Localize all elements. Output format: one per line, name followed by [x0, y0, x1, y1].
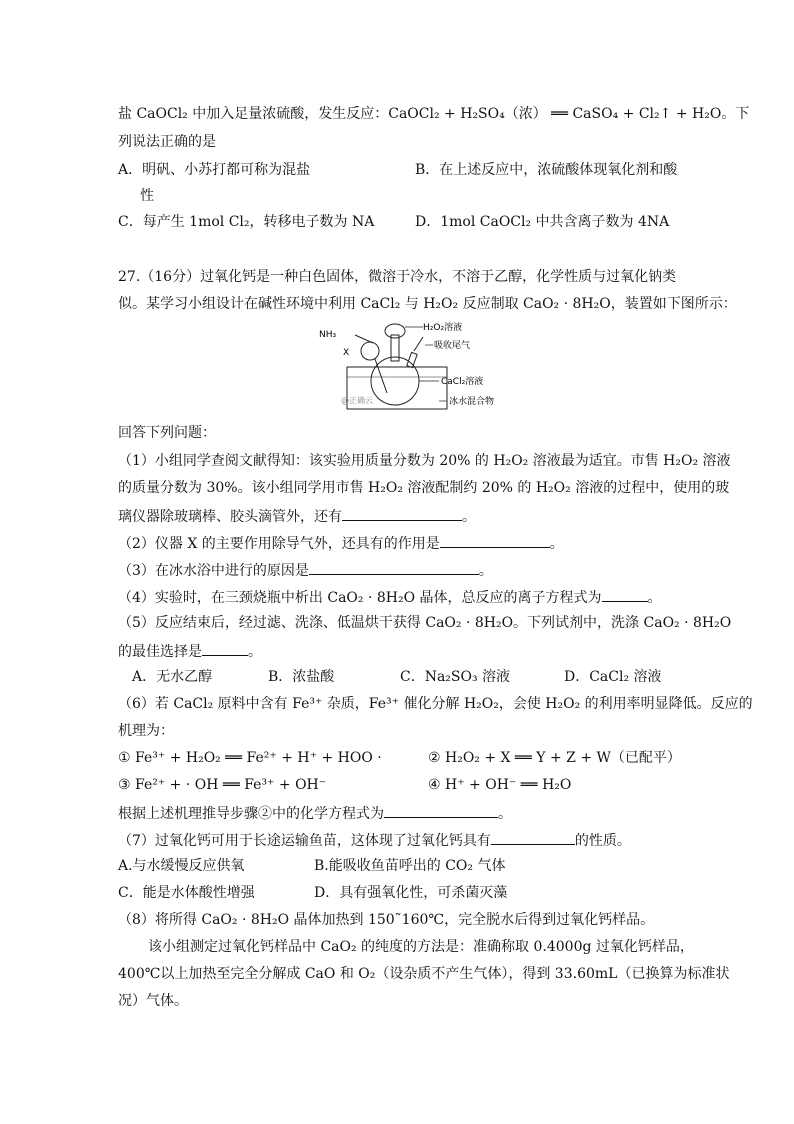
q27-p6-line1: （6）若 CaCl₂ 原料中含有 Fe³⁺ 杂质，Fe³⁺ 催化分解 H₂O₂，会使 H₂O₂ 的利用率明显降低。反应的: [118, 696, 753, 712]
p7-option-c: C．能是水体酸性增强: [118, 885, 255, 901]
label-nh3: NH₃: [319, 330, 337, 340]
mechanism-3: ③ Fe²⁺ + · OH ══ Fe³⁺ + OH⁻: [118, 777, 327, 793]
p5-option-a: A．无水乙醇: [132, 669, 213, 685]
label-tail-gas: 吸收尾气: [434, 341, 471, 351]
answer-blank-4[interactable]: [602, 586, 648, 602]
q27-p8-line1: （8）将所得 CaO₂ · 8H₂O 晶体加热到 150˜160℃，完全脱水后得到过氧化钙样品。: [118, 912, 655, 928]
q27-p5-line1: （5）反应结束后，经过滤、洗涤、低温烘干获得 CaO₂ · 8H₂O。下列试剂中，洗涤 CaO₂ · 8H₂O: [118, 615, 732, 631]
q27-p2: （2）仪器 X 的主要作用除导气外，还具有的作用是 。: [118, 532, 564, 554]
label-x: X: [343, 348, 350, 358]
q26-stem-line2: 列说法正确的是: [118, 134, 216, 150]
mechanism-2: ② H₂O₂ + X ══ Y + Z + W（已配平）: [428, 750, 681, 766]
q27-p8-line2: 该小组测定过氧化钙样品中 CaO₂ 的纯度的方法是：准确称取 0.4000g 过氧化钙样品，: [148, 939, 694, 955]
answer-blank-6[interactable]: [384, 802, 498, 818]
side-neck: [407, 352, 417, 367]
mechanism-4: ④ H⁺ + OH⁻ ══ H₂O: [428, 777, 572, 793]
answer-intro: 回答下列问题：: [118, 425, 216, 441]
mechanism-row1: [118, 748, 681, 768]
q27-p5-line2: 的最佳选择是 。: [118, 640, 262, 662]
q27-p5-options: [132, 667, 662, 687]
q27-p1-line2: 的质量分数为 30%。该小组同学用市售 H₂O₂ 溶液配制约 20% 的 H₂O₂ 溶液的过程中，使用的玻: [118, 480, 730, 496]
answer-blank-2[interactable]: [440, 532, 550, 548]
label-h2o2: H₂O₂溶液: [423, 323, 463, 333]
q26-option-a: A．明矾、小苏打都可称为混盐: [118, 162, 311, 178]
q27-p1-line1: （1）小组同学查阅文献得知：该实验用质量分数为 20% 的 H₂O₂ 溶液最为适宜。市售 H₂O₂ 溶液: [118, 453, 731, 469]
mechanism-row2: [118, 775, 678, 795]
dropping-funnel: [385, 324, 405, 338]
q26-option-d: D．1mol CaOCl₂ 中共含离子数为 4NA: [415, 214, 670, 230]
p7-option-d: D．具有强氧化性，可杀菌灭藻: [314, 885, 508, 901]
gas-tube: [375, 359, 387, 393]
tail-gas-tube: [414, 337, 423, 351]
q26-stem-line1: 盐 CaOCl₂ 中加入足量浓硫酸，发生反应：CaOCl₂ + H₂SO₄（浓） ══ CaSO₄ + Cl₂↑ + H₂O。下: [118, 106, 750, 122]
q26-options-row2: [118, 212, 678, 232]
q27-p4: （4）实验时，在三颈烧瓶中析出 CaO₂ · 8H₂O 晶体，总反应的离子方程式为 。: [118, 586, 662, 608]
label-cacl2: CaCl₂溶液: [441, 377, 484, 387]
mechanism-1: ① Fe³⁺ + H₂O₂ ══ Fe²⁺ + H⁺ + HOO ·: [118, 750, 382, 766]
q27-p6-line2: 机理为：: [118, 723, 174, 739]
q27-p8-line4: 况）气体。: [118, 993, 188, 1009]
answer-blank-3[interactable]: [309, 559, 479, 575]
q26-option-b-cont: 性: [140, 188, 154, 204]
q27-stem-line1: 27.（16分）过氧化钙是一种白色固体，微溶于冷水，不溶于乙醇，化学性质与过氧化钠类: [118, 269, 677, 285]
q26-option-c: C．每产生 1mol Cl₂，转移电子数为 NA: [118, 214, 375, 230]
q27-p1-line3: 璃仪器除玻璃棒、胶头滴管外，还有 。: [118, 505, 476, 527]
q27-p8-line3: 400℃以上加热至完全分解成 CaO 和 O₂（设杂质不产生气体），得到 33.60mL（已换算为标准状: [118, 966, 730, 982]
three-neck-flask: [371, 357, 419, 405]
p5-option-b: B．浓盐酸: [268, 669, 335, 685]
p5-option-c: C．Na₂SO₃ 溶液: [400, 669, 511, 685]
p5-option-d: D．CaCl₂ 溶液: [564, 669, 662, 685]
instrument-x: [361, 342, 379, 360]
q27-p7: （7）过氧化钙可用于长途运输鱼苗，这体现了过氧化钙具有 的性质。: [118, 829, 631, 851]
watermark: @正确云: [341, 396, 373, 405]
q27-stem-line2: 似。某学习小组设计在碱性环境中利用 CaCl₂ 与 H₂O₂ 反应制取 CaO₂ · 8H₂O，装置如下图所示：: [118, 296, 737, 312]
p7-option-b: B.能吸收鱼苗呼出的 CO₂ 气体: [314, 858, 506, 874]
q26-options-row1: [118, 160, 678, 180]
nh3-inlet-tube: [355, 335, 373, 343]
apparatus-figure: [315, 315, 515, 415]
p7-options-row2: [118, 883, 598, 903]
q27-p3: （3）在冰水浴中进行的原因是 。: [118, 559, 493, 581]
q27-p6-line3: 根据上述机理推导步骤②中的化学方程式为 。: [118, 802, 512, 824]
p7-options-row1: [118, 856, 598, 876]
p7-option-a: A.与水缓慢反应供氧: [118, 858, 245, 874]
answer-blank-1[interactable]: [342, 505, 462, 521]
answer-blank-7[interactable]: [491, 829, 575, 845]
q26-option-b: B．在上述反应中，浓硫酸体现氧化剂和酸: [415, 162, 678, 178]
answer-blank-5[interactable]: [202, 640, 248, 656]
label-ice-water: 冰水混合物: [449, 397, 495, 407]
